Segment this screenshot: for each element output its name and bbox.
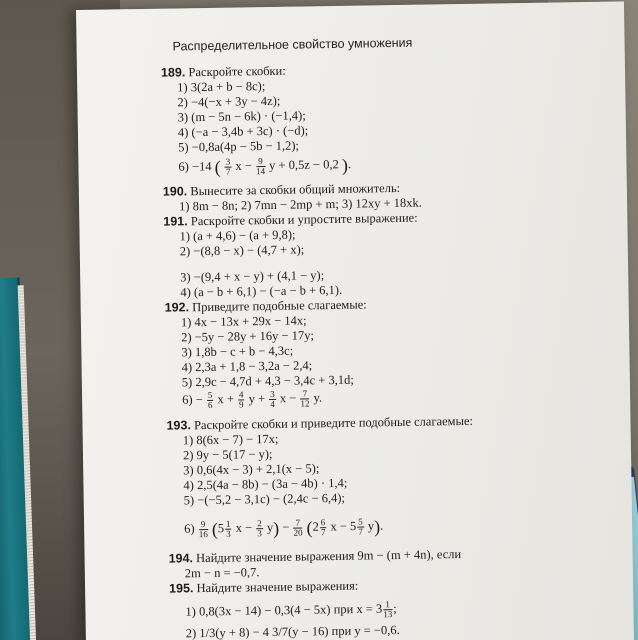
frac-den: 7 [358,526,363,537]
f192-term: x − [279,390,297,406]
frac [383,600,392,619]
f193-term: − [282,520,290,535]
f192-term: x + [217,391,235,407]
exercise-text: 1) (a + 4,6) − (a + 9,8); [179,227,296,244]
exercise-line [183,447,273,462]
exercise-text: 1) 3(2a + b − 8c); [177,79,266,95]
exercise-line [177,94,280,110]
f193-term: y [266,520,274,535]
exercise-line [183,476,347,493]
exercise-line [165,297,367,314]
exercise-line [169,579,358,596]
frac-num: 1 [383,600,392,610]
exercise-text: 1) 8m − 8n; 2) 7mn − 2mp + m; 3) 12xy + 18xk. [178,195,422,214]
frac-num: 5 [207,389,213,400]
frac-num: 7 [293,519,302,529]
paren-close: ) [373,516,381,537]
exercise-text: 2) 1/3(y + 8) − 4 3/7(y − 16) при y = −0,6. [185,622,400,640]
exercise-line [161,64,286,80]
exercise-line [169,547,462,566]
exercise-line [182,373,354,390]
exercise-line [177,79,265,94]
exercise-text: Приведите подобные слагаемые: [188,297,367,315]
exercise-number: 195. [168,581,194,596]
f193-term: y [367,518,375,533]
frac [293,519,302,538]
exercise-text: Раскройте скобки: [185,63,286,80]
f195-prefix: 1) 0,8(3x − 14) − 0,3(4 − 5x) при x = 3 [185,601,383,619]
mixed-whole: 2 [312,519,319,534]
exercise-text: Раскройте скобки и упростите выражение: [187,210,418,229]
f189-mid: x − [235,158,252,173]
frac [320,518,327,537]
frac-num: 7 [300,389,309,399]
paren-close: ) [272,518,280,539]
worksheet-content [76,1,624,640]
frac-den: 14 [256,166,266,177]
frac [207,391,214,410]
frac [269,390,276,409]
exercise-text: 1) 4x − 13x + 29x − 14x; [180,313,307,330]
frac-den: 7 [320,527,326,538]
frac [300,389,309,408]
frac-den: 12 [300,398,310,409]
frac-den: 7 [225,166,231,177]
exercise-line [181,344,293,360]
exercise-line [180,283,342,300]
exercise-number: 191. [163,214,188,229]
frac-den: 3 [226,528,231,539]
exercise-line [186,623,400,640]
worksheet-page [76,1,634,640]
f193-term: x − 5 [330,519,357,534]
f193-prefix: 6) [184,521,195,536]
exercise-text: Найдите значение выражения: [193,578,359,596]
paren-open: ( [306,517,313,538]
exercise-text: 2) 9y − 5(17 − y); [182,446,273,463]
formula-195-1 [185,600,397,622]
f192-prefix: 6) − [182,392,203,407]
frac-num: 6 [320,517,326,528]
exercise-text: 5) 2,9c − 4,7d + 4,3 − 3,4c + 3,1d; [181,372,354,390]
exercise-line [180,268,324,284]
paren-open: ( [214,157,221,178]
frac-den: 9 [239,399,244,410]
frac-den: 6 [207,399,213,410]
exercise-number: 194. [168,551,194,566]
exercise-line [181,313,307,329]
frac-num: 9 [256,157,265,167]
frac-den: 3 [257,528,262,539]
exercise-text: 5) −0,8a(4p − 5b − 1,2); [178,138,300,155]
exercise-text: 2) −4(−x + 3y − 4z); [177,93,281,110]
paren-open: ( [211,519,219,540]
frac-num: 4 [238,389,244,400]
exercise-line [178,108,306,124]
exercise-line [179,228,295,244]
exercise-text: 4) (a − b + 6,1) − (−a − b + 6,1). [180,282,343,300]
frac-num: 9 [199,520,208,530]
exercise-text: 3) 0,6(4x − 3) + 2,1(x − 5); [183,461,320,478]
exercise-text: 2) −5y − 28y + 16y − 17y; [181,328,314,345]
exercise-text: Вынесите за скобки общий множитель: [187,180,401,199]
formula-193-6: 6) $\frac{9}{16}$ (5 $\frac{1}{3}$ x − $\frac{2}{3}$ y) − $\frac{7}{20}$ (2 $\frac{6}{7}$ x − 5 $\frac{5}{7}$ y). [184,516,384,540]
frac-num: 3 [225,156,231,167]
frac-den: 4 [270,398,275,409]
f189-prefix: 6) −14 [178,159,212,174]
frac [357,518,364,537]
exercise-text: 4) 2,5(4a − 8b) − (3a − 4b) · 1,4; [183,475,348,493]
f192-term: y. [313,390,323,405]
frac [256,157,265,176]
mixed-whole: 5 [217,521,225,536]
exercise-text: 2) −(8,8 − x) − (4,7 + x); [179,242,305,259]
exercise-number: 189. [160,65,186,80]
frac-den: 20 [293,527,303,538]
exercise-line [185,565,260,580]
exercise-text: 4) 2,3a + 1,8 − 3,2a − 2,4; [181,358,313,375]
frac [199,520,208,539]
exercise-line [166,414,473,433]
exercise-text: 4) (−a − 3,4b + 3c) · (−d); [177,123,309,140]
exercise-line [180,242,305,258]
frac-num: 5 [358,516,363,527]
formula-189-6: 6) −14 ( $\frac{3}{7}$ x − $\frac{9}{14}$ y + 0,5z − 0,2 ). [178,155,352,178]
exercise-line [163,211,418,229]
exercise-number: 193. [166,418,191,433]
exercise-line [184,491,345,508]
exercise-text: 3) 1,8b − c + b − 4,3c; [181,343,294,360]
exercise-number: 192. [164,300,190,315]
exercise-line [182,358,313,374]
frac-num: 1 [225,518,231,529]
frac [256,519,263,538]
exercise-line [181,328,314,344]
exercise-text: Раскройте скобки и приведите подобные слагаемые: [190,413,474,433]
exercise-text: 3) (m − 5n − 6k) · (−1,4); [177,108,306,125]
frac-den: 13 [383,609,393,620]
frac-num: 2 [257,518,262,529]
exercise-line [178,123,308,139]
exercise-number: 190. [162,184,188,199]
frac [238,390,245,409]
formula-192-6 [182,389,322,410]
exercise-text: 3) −(9,4 + x − y) + (4,1 − y); [180,268,325,285]
exercise-text: 1) 8(6x − 7) − 17x; [182,431,279,448]
frac-num: 3 [270,388,275,399]
f189-tail: y + 0,5z − 0,2 [269,157,339,173]
frac-den: 16 [198,528,208,540]
exercise-text: 5) −(−5,2 − 3,1c) − (2,4c − 6,4); [183,490,346,508]
exercise-line [178,139,299,155]
f195-suffix: ; [393,601,397,616]
f192-term: y + [248,391,266,406]
frac [225,158,232,177]
frac [225,520,232,539]
page-title: Распределительное свойство умножения [172,35,413,54]
f193-term: x − [235,520,253,535]
paren-close: ) [341,155,349,176]
exercise-text: Найдите значение выражения 9m − (m + 4n), если [192,547,462,566]
exercise-text: 2m − n = −0,7. [184,565,260,581]
exercise-line [183,432,279,448]
exercise-line [183,461,319,477]
